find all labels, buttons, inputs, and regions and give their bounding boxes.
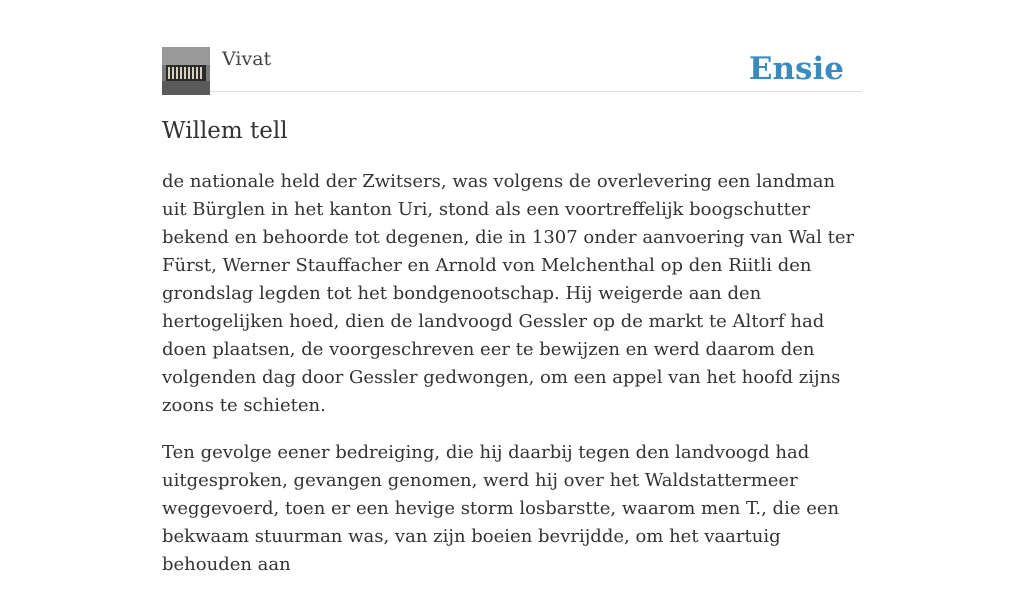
article-body	[162, 168, 862, 598]
brand-logo-link[interactable]: Ensie	[748, 51, 844, 87]
author-name-link[interactable]: Vivat	[222, 48, 272, 70]
author-avatar[interactable]	[162, 47, 210, 95]
article-title: Willem tell	[162, 118, 288, 144]
article-page	[162, 0, 862, 575]
article-paragraph: de nationale held der Zwitsers, was volgens de overlevering een landman uit Bürglen in het kanton Uri, stond als een voortreffelijk boogschutter bekend en behoorde tot degenen, die in 1307 onder aanvoering van Wal ter Fürst, Werner Stauffacher en Arnold von Melchenthal op den Riitli den grondslag legden tot het bondgenootschap. Hij weigerde aan den hertogelijken hoed, dien de landvoogd Gessler op de markt te Altorf had doen plaatsen, de voorgeschreven eer te bewijzen en werd daarom den volgenden dag door Gessler gedwongen, om een appel van het hoofd zijns zoons te schieten.	[162, 171, 855, 416]
avatar-image-icon	[162, 47, 210, 95]
header	[162, 0, 862, 92]
article-paragraph: Ten gevolge eener bedreiging, die hij daarbij tegen den landvoogd had uitgesproken, gevangen genomen, werd hij over het Waldstattermeer weggevoerd, toen er een hevige storm losbarstte, waarom men T., die een bekwaam stuurman was, van zijn boeien bevrijdde, om het vaartuig behouden aan	[162, 442, 840, 575]
